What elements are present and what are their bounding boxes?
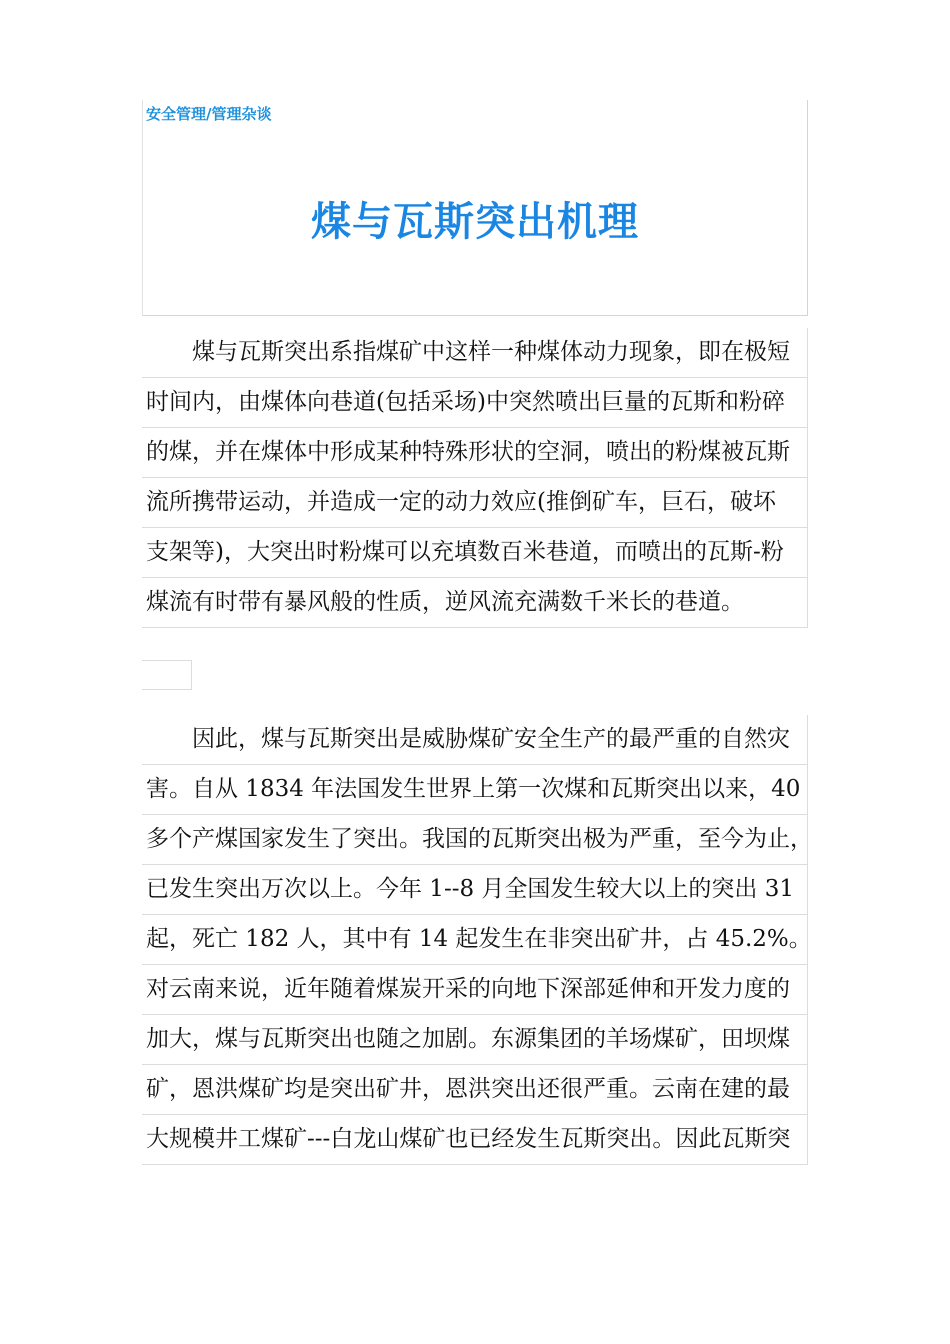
text-line: 煤流有时带有暴风般的性质，逆风流充满数千米长的巷道。 — [142, 578, 808, 628]
text-line: 已发生突出万次以上。今年 1--8 月全国发生较大以上的突出 31 — [142, 865, 808, 915]
category-label: 安全管理/管理杂谈 — [146, 105, 272, 123]
text-line: 大规模井工煤矿---白龙山煤矿也已经发生瓦斯突出。因此瓦斯突 — [142, 1115, 808, 1165]
text-line: 的煤，并在煤体中形成某种特殊形状的空洞，喷出的粉煤被瓦斯 — [142, 428, 808, 478]
text-line: 时间内，由煤体向巷道(包括采场)中突然喷出巨量的瓦斯和粉碎 — [142, 378, 808, 428]
empty-cell — [142, 660, 192, 690]
text-line: 对云南来说，近年随着煤炭开采的向地下深部延伸和开发力度的 — [142, 965, 808, 1015]
text-line: 矿，恩洪煤矿均是突出矿井，恩洪突出还很严重。云南在建的最 — [142, 1065, 808, 1115]
text-line: 多个产煤国家发生了突出。我国的瓦斯突出极为严重，至今为止， — [142, 815, 808, 865]
text-line: 流所携带运动，并造成一定的动力效应(推倒矿车，巨石，破坏 — [142, 478, 808, 528]
text-line: 起，死亡 182 人，其中有 14 起发生在非突出矿井，占 45.2%。 — [142, 915, 808, 965]
paragraph-1 — [142, 328, 808, 628]
paragraph-2 — [142, 715, 813, 1165]
text-line: 支架等)，大突出时粉煤可以充填数百米巷道，而喷出的瓦斯-粉 — [142, 528, 808, 578]
text-line: 害。自从 1834 年法国发生世界上第一次煤和瓦斯突出以来，40 — [142, 765, 808, 815]
text-line: 加大，煤与瓦斯突出也随之加剧。东源集团的羊场煤矿，田坝煤 — [142, 1015, 808, 1065]
text-line: 因此，煤与瓦斯突出是威胁煤矿安全生产的最严重的自然灾 — [142, 715, 808, 765]
text-line: 煤与瓦斯突出系指煤矿中这样一种煤体动力现象，即在极短 — [142, 328, 808, 378]
page-title: 煤与瓦斯突出机理 — [311, 199, 639, 245]
